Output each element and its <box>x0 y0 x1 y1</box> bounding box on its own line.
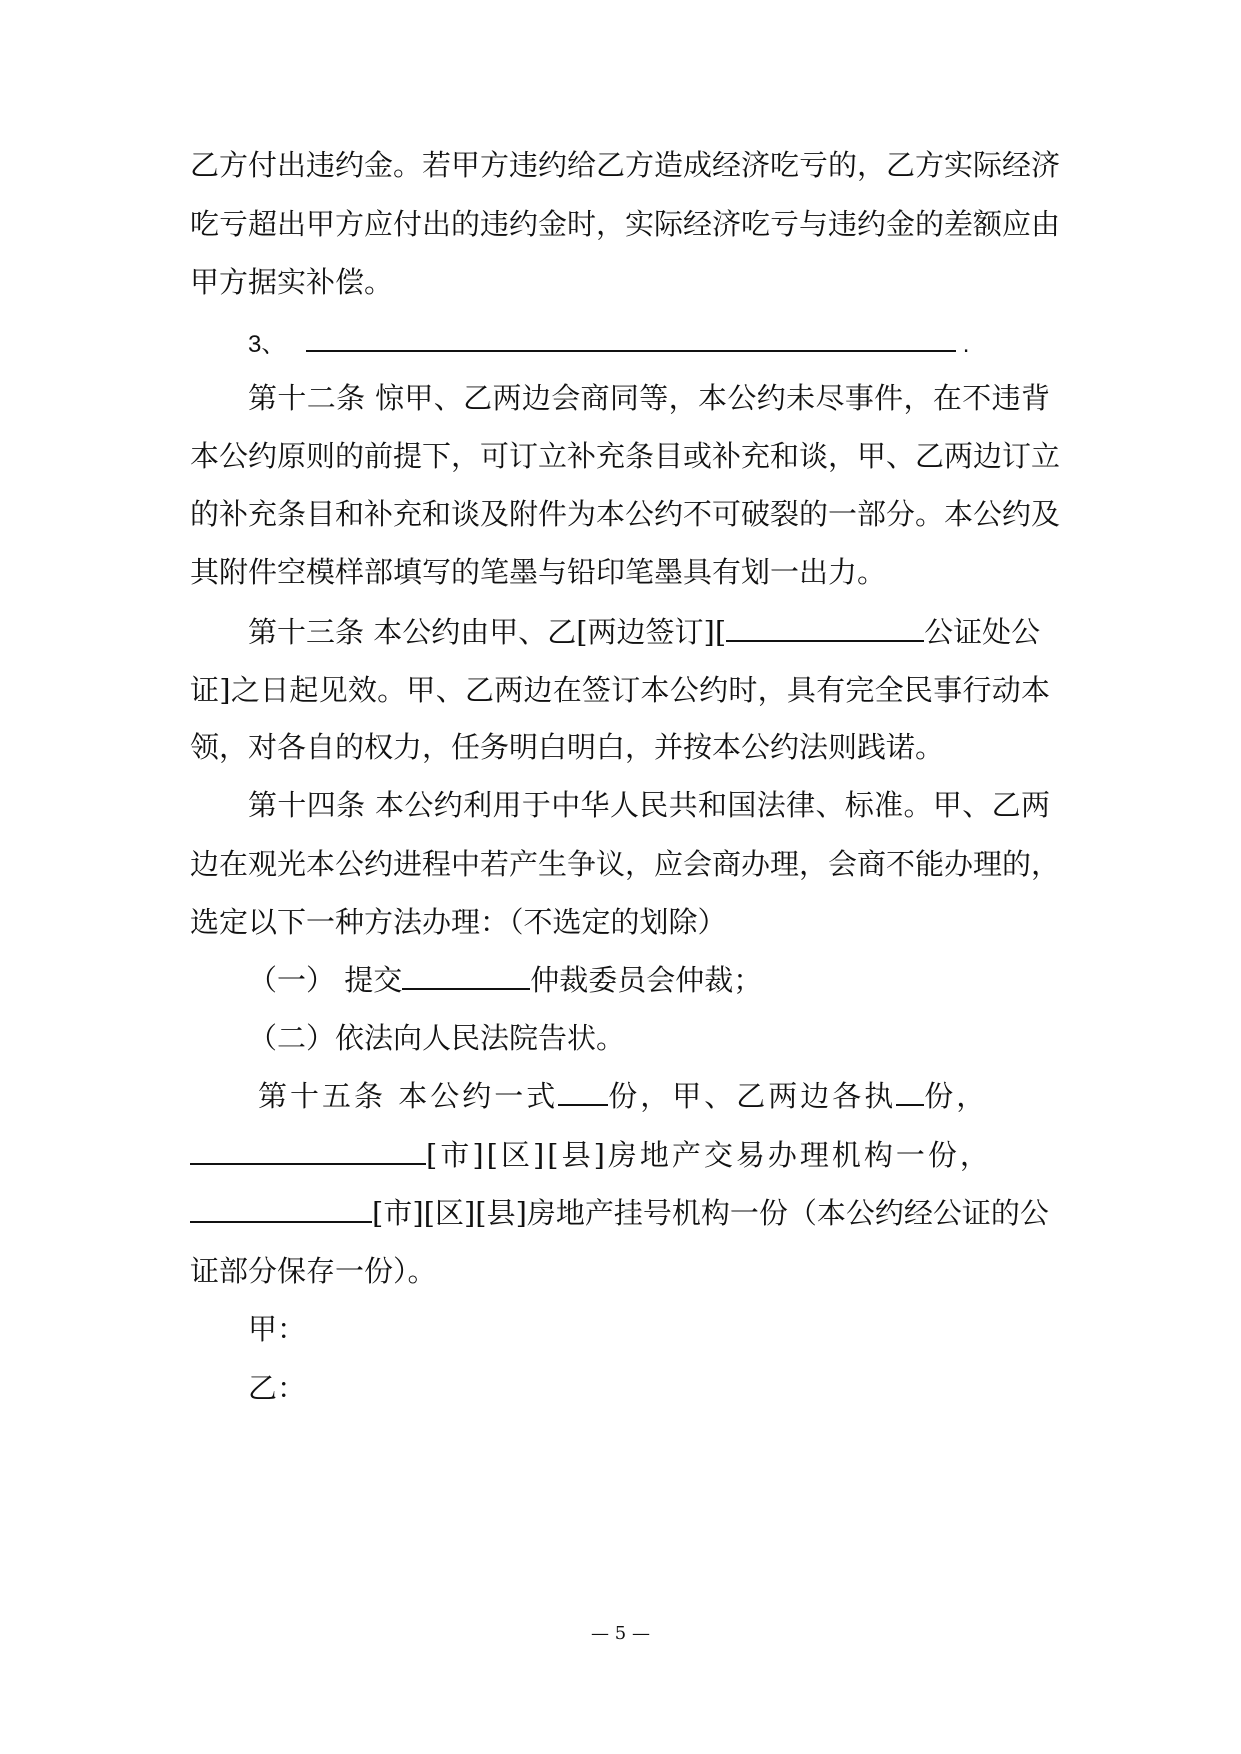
article-13-line: 证]之日起见效。甲、乙两边在签订本公约时，具有完全民事行动本 <box>190 673 1050 707</box>
article-12-line: 其附件空模样部填写的笔墨与铅印笔墨具有划一出力。 <box>190 555 887 589</box>
option-2: （二）依法向人民法院告状。 <box>248 1021 626 1055</box>
fill-in-blank <box>190 1193 372 1223</box>
fill-in-blank <box>896 1076 924 1106</box>
article-13-line: 领，对各自的权力，任务明白明白，并按本公约法则践诺。 <box>190 730 945 764</box>
article-13-text: 公证处公 <box>924 615 1041 649</box>
item-3 <box>248 322 969 365</box>
paragraph-line: 甲方据实补偿。 <box>190 265 394 299</box>
article-15-text: 份，甲、乙两边各执 <box>608 1079 897 1113</box>
paragraph-line: 乙方付出违约金。若甲方违约给乙方造成经济吃亏的，乙方实际经济 <box>190 148 1061 182</box>
article-14-line: 第十四条 本公约利用于中华人民共和国法律、标准。甲、乙两 <box>248 788 1050 822</box>
page-number: — 5 — <box>591 1623 650 1644</box>
article-15-text: 份， <box>924 1079 989 1113</box>
fill-in-blank <box>558 1076 608 1106</box>
paragraph-line: 吃亏超出甲方应付出的违约金时，实际经济吃亏与违约金的差额应由 <box>190 207 1061 241</box>
article-15-line <box>258 1076 988 1116</box>
fill-in-blank <box>726 612 924 642</box>
option-1-text: 仲裁委员会仲裁； <box>530 963 763 997</box>
article-12-line: 本公约原则的前提下，可订立补充条目或补充和谈，甲、乙两边订立 <box>190 439 1061 473</box>
article-15-line <box>190 1135 992 1175</box>
article-13-line <box>248 612 1040 652</box>
signature-party-a: 甲： <box>248 1312 307 1346</box>
article-13-text: 第十三条 本公约由甲、乙[两边签订][ <box>248 615 727 649</box>
article-14-line: 选定以下一种方法办理：（不选定的划除） <box>190 905 727 939</box>
article-15-line: 证部分保存一份）。 <box>190 1254 437 1288</box>
item-3-end: . <box>962 331 970 358</box>
item-3-label: 3、 <box>248 331 286 358</box>
article-15-text: 第十五条 本公约一式 <box>258 1079 559 1113</box>
signature-party-b: 乙： <box>248 1371 307 1405</box>
article-12-line: 第十二条 惊甲、乙两边会商同等，本公约未尽事件，在不违背 <box>248 381 1050 415</box>
fill-in-blank <box>402 960 530 990</box>
article-15-line <box>190 1193 1049 1233</box>
article-15-text: [市][区][县]房地产交易办理机构一份， <box>426 1138 992 1172</box>
fill-in-blank <box>190 1135 426 1165</box>
article-14-line: 边在观光本公约进程中若产生争议，应会商办理，会商不能办理的， <box>190 847 1061 881</box>
article-12-line: 的补充条目和补充和谈及附件为本公约不可破裂的一部分。本公约及 <box>190 497 1061 531</box>
option-1 <box>248 960 762 1000</box>
fill-in-blank <box>306 322 956 352</box>
option-1-text: （一） 提交 <box>248 963 403 997</box>
article-15-text: [市][区][县]房地产挂号机构一份（本公约经公证的公 <box>372 1196 1049 1230</box>
